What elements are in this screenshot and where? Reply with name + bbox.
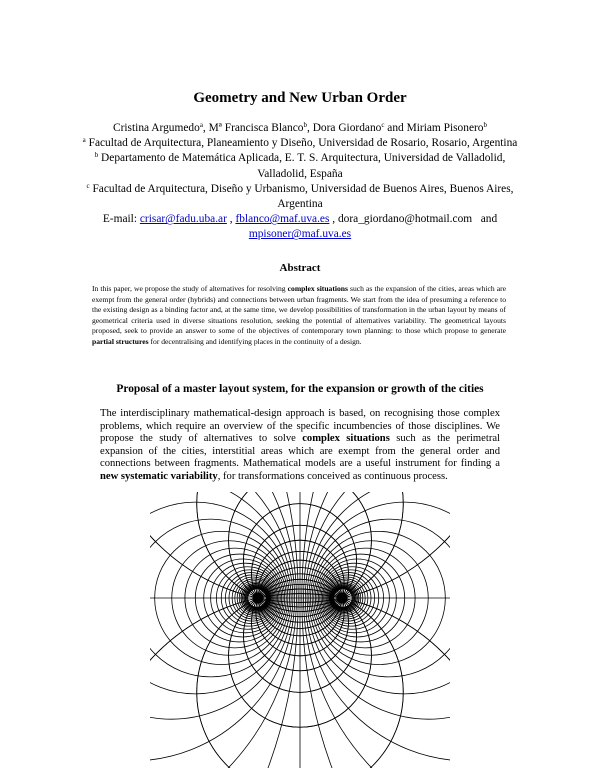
affiliation-text: Departamento de Matemática Aplicada, E. T. S. Arquitectura, Universidad de Valladolid, Valladolid, España <box>101 152 506 180</box>
abstract-text <box>92 284 506 347</box>
email-plain: dora_giordano@hotmail.com <box>337 213 473 226</box>
affiliation-sup: b <box>94 151 99 160</box>
affiliation <box>75 182 525 212</box>
author-names <box>75 121 525 136</box>
email-separator: , <box>329 213 338 226</box>
author-block <box>75 121 525 243</box>
author-separator: , <box>202 122 209 134</box>
author-separator: and <box>384 122 407 134</box>
author-sup: a <box>199 121 203 129</box>
author-sup: b <box>483 121 487 129</box>
affiliation-sup: a <box>82 136 86 145</box>
abstract-bold: partial structures <box>92 336 149 346</box>
focus-point <box>253 593 263 603</box>
section-body <box>100 408 500 484</box>
focus-circle <box>150 492 298 768</box>
affiliation-text: Facultad de Arquitectura, Diseño y Urbanismo, Universidad de Buenos Aires, Buenos Aires, Argentina <box>92 182 514 211</box>
focus-circle <box>302 492 450 768</box>
body-segment: such as the perimetral expansion of the cities, interstitial areas which are exempt from the general order and connections between fragments. Mathematical models are a useful instrument for finding a <box>100 433 500 470</box>
bipolar-grid-figure <box>150 492 450 768</box>
email-link[interactable]: mpisoner@maf.uva.es <box>248 228 352 241</box>
email-and: and <box>480 213 498 226</box>
abstract-heading: Abstract <box>279 262 321 274</box>
abstract-segment: such as the expansion of the cities, areas which are exempt from the general order (hybrids) and connections between urban fragments. We start from the idea of presuming a reference to the existing design as a binding factor and, at the same time, we develop possibilities of transformation in the urban layout by means of geometrical criteria used in diverse situations resolution, seeking the potential of alternatives variability. The geometrical layouts proposed, seek to provide an answer to some of the objectives of contemporary town planning: to those which propose to generate <box>92 284 507 335</box>
body-segment: , for transformations conceived as continuous process. <box>217 470 448 482</box>
paper-title: Geometry and New Urban Order <box>193 90 407 106</box>
affiliation-text: Facultad de Arquitectura, Planeamiento y Diseño, Universidad de Rosario, Rosario, Argentina <box>88 137 518 150</box>
email-line <box>75 212 525 242</box>
affiliation <box>75 136 525 151</box>
author-separator: , <box>307 122 313 134</box>
author-name: Mª Francisca Blanco <box>208 122 304 134</box>
body-bold: complex situations <box>302 433 390 445</box>
section-heading: Proposal of a master layout system, for the expansion or growth of the cities <box>116 383 484 395</box>
author-sup: c <box>381 121 385 129</box>
body-bold: new systematic variability <box>100 470 218 482</box>
focus-point <box>337 593 347 603</box>
author-sup: b <box>303 121 307 129</box>
affiliation <box>75 151 525 181</box>
email-link[interactable]: fblanco@maf.uva.es <box>235 213 330 226</box>
affiliation-sup: c <box>86 181 90 190</box>
email-link[interactable]: crisar@fadu.uba.ar <box>139 213 227 226</box>
email-label: E-mail: <box>102 213 138 226</box>
author-name: Dora Giordano <box>312 122 382 134</box>
abstract-segment: In this paper, we propose the study of alternatives for resolving <box>92 284 288 293</box>
email-separator: , <box>226 213 236 226</box>
abstract-bold: complex situations <box>287 284 348 293</box>
author-name: Cristina Argumedo <box>113 122 200 134</box>
author-name: Miriam Pisonero <box>406 122 484 134</box>
abstract-segment: for decentralising and identifying places in the continuity of a design. <box>148 336 362 346</box>
body-segment: The interdisciplinary mathematical-design approach is based, on recognising those complex problems, which require an overview of the specific incumbencies of those disciplines. We propose the study of alternatives to solve <box>100 408 500 445</box>
